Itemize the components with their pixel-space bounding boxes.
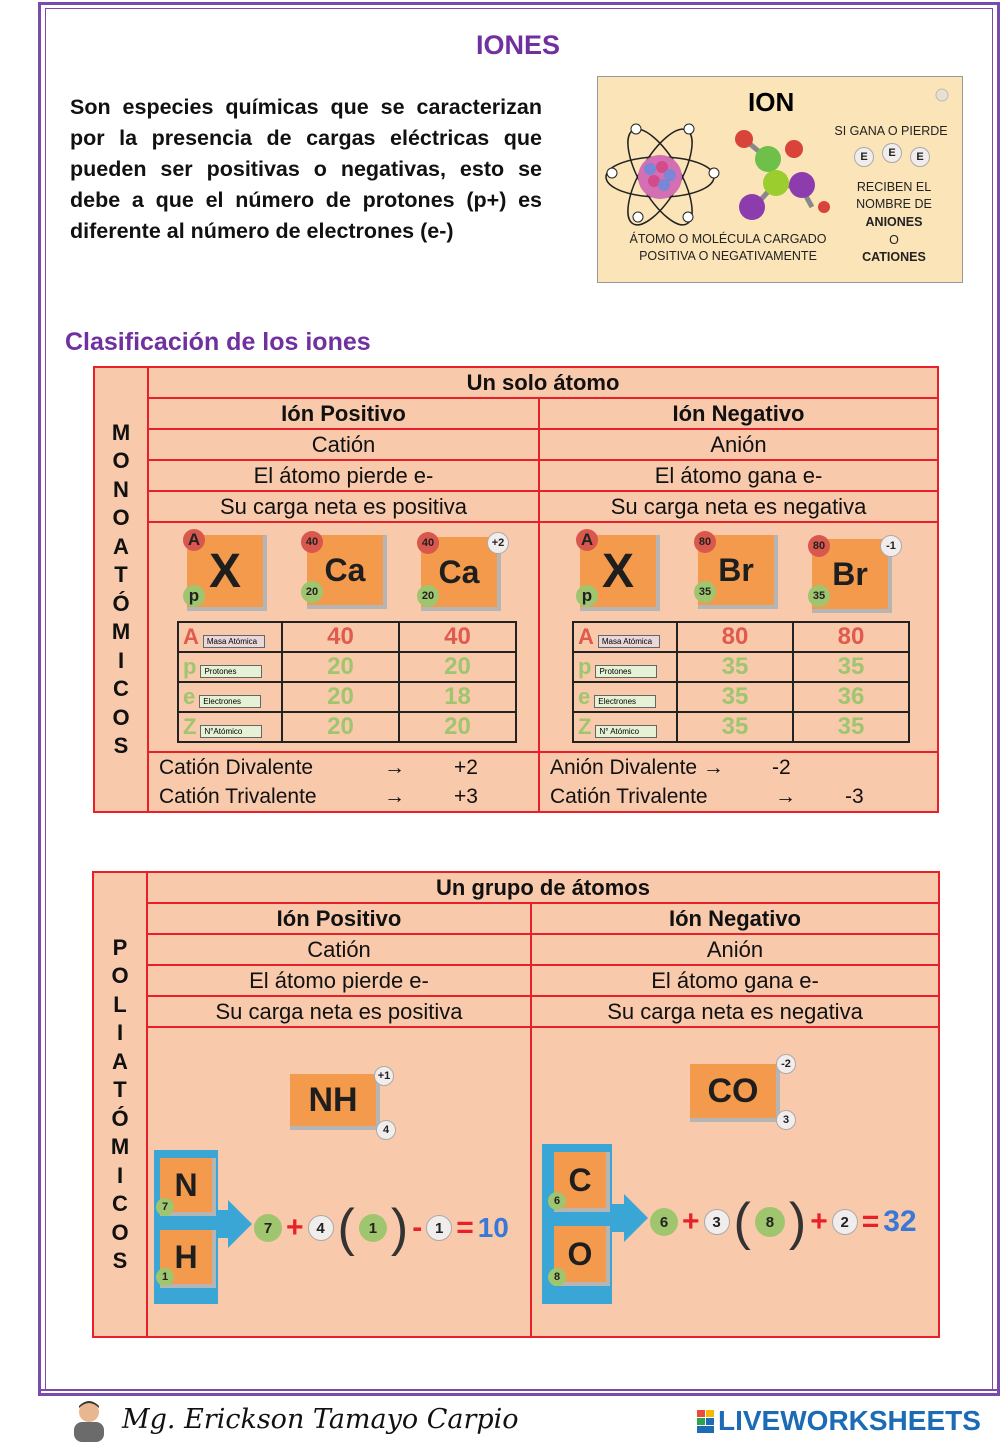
mass-number-marker: A — [183, 529, 205, 551]
side-letter: Ó — [111, 1105, 129, 1131]
note-label: Catión Trivalente — [550, 785, 708, 808]
mass-number-marker: A — [576, 529, 598, 551]
particle-value-neutral: 20 — [282, 652, 399, 682]
particle-row — [178, 652, 516, 682]
eq-term: 6 — [650, 1208, 678, 1236]
note-value: -3 — [845, 785, 864, 808]
side-letter: T — [113, 1077, 127, 1102]
plus-sign: + — [682, 1205, 700, 1238]
side-letter: O — [111, 963, 129, 988]
carbon-z-ball: 6 — [548, 1192, 566, 1210]
neg-ion-action: El átomo gana e- — [531, 965, 939, 996]
eq-term: 2 — [832, 1209, 858, 1235]
teacher-avatar-icon — [66, 1398, 112, 1442]
particle-value-neutral: 35 — [677, 712, 793, 742]
page-title: IONES — [475, 30, 561, 60]
pos-ion-name: Catión — [147, 934, 531, 965]
particle-row — [573, 712, 909, 742]
calcium-z-ball: 20 — [301, 581, 323, 603]
side-letter: L — [113, 991, 127, 1017]
particle-value-neutral: 40 — [282, 622, 399, 652]
ion-heading: ION — [748, 87, 795, 117]
nitrogen-box: N — [160, 1158, 216, 1216]
calcium-ion-z-ball: 20 — [417, 585, 439, 607]
pos-ion-action: El átomo pierde e- — [148, 460, 539, 491]
particle-value-neutral: 80 — [677, 622, 793, 652]
bromine-box: Br — [698, 535, 778, 609]
particle-label: Electrones — [199, 695, 261, 708]
bromine-ion-box: Br — [812, 539, 892, 613]
particle-label: Protones — [200, 665, 262, 678]
ion-caption: ÁTOMO O MOLÉCULA CARGADO POSITIVA O NEGATIVAMENTE — [629, 232, 827, 263]
pos-ion-charge: Su carga neta es positiva — [148, 491, 539, 522]
hydrogen-z-ball: 1 — [156, 1268, 174, 1286]
bracket-close-icon: ) — [788, 1193, 807, 1251]
neg-ion-name: Anión — [539, 429, 938, 460]
side-letter: C — [112, 1191, 128, 1216]
eq-term: 3 — [704, 1209, 730, 1235]
bromine-ion-mass-ball: 80 — [808, 535, 830, 557]
particle-value-neutral: 20 — [282, 712, 399, 742]
author-signature: Mg. Erickson Tamayo Carpio — [122, 1404, 519, 1435]
particle-value-ion: 20 — [399, 652, 516, 682]
particle-value-ion: 80 — [793, 622, 909, 652]
pos-ion-action: El átomo pierde e- — [147, 965, 531, 996]
arrow-icon: → — [384, 756, 405, 779]
electron-count-equation — [254, 1199, 509, 1257]
particle-row — [178, 622, 516, 652]
monoatomic-table — [93, 366, 939, 813]
neg-note-divalent — [550, 753, 937, 782]
side-letter: N — [113, 476, 129, 502]
particle-symbol: p — [578, 654, 592, 679]
particle-value-ion: 40 — [399, 622, 516, 652]
bracket-open-icon: ( — [337, 1199, 355, 1257]
side-letter: T — [114, 562, 128, 587]
side-letter: S — [113, 733, 129, 758]
pos-charge-notes — [148, 752, 539, 812]
particle-symbol: e — [578, 684, 591, 709]
particle-label: N° Atómico — [595, 725, 657, 738]
polyatomic-table — [92, 871, 940, 1338]
side-letter: A — [112, 1048, 128, 1074]
particle-symbol: e — [183, 684, 196, 709]
section-title: Clasificación de los iones — [65, 328, 371, 356]
electron-icon: E — [910, 147, 930, 167]
or-label: O — [889, 233, 899, 247]
nitrogen-z-ball: 7 — [156, 1198, 174, 1216]
ion-name-text: RECIBEN EL NOMBRE DE — [856, 180, 932, 211]
side-letter: Ó — [112, 590, 130, 616]
carbonate-example — [531, 1027, 939, 1337]
bromine-ion-charge-ball: -1 — [880, 535, 902, 557]
liveworksheets-logo-icon — [697, 1410, 715, 1434]
side-letter: C — [113, 676, 129, 701]
ion-illustration — [597, 76, 963, 283]
side-letter: A — [113, 533, 129, 559]
side-letter: P — [112, 934, 128, 960]
particle-value-ion: 35 — [793, 652, 909, 682]
particle-label-cell — [178, 682, 282, 712]
particle-value-neutral: 35 — [677, 682, 793, 712]
particle-label: Masa Atómica — [203, 635, 265, 648]
note-value: +2 — [454, 756, 478, 779]
carbonate-subscript-ball: 3 — [776, 1110, 796, 1130]
eq-term: 7 — [254, 1214, 282, 1242]
equals-sign: = — [861, 1205, 880, 1238]
particle-label-cell — [178, 652, 282, 682]
arrow-icon: → — [775, 785, 796, 808]
side-letter: O — [112, 704, 130, 730]
electron-icons — [854, 147, 930, 167]
pos-note-divalent — [159, 753, 538, 782]
particle-label-cell — [573, 682, 677, 712]
eq-term: 4 — [308, 1215, 334, 1241]
ammonium-charge-ball: +1 — [374, 1066, 394, 1086]
particle-label-cell — [178, 712, 282, 742]
ammonium-example — [147, 1027, 531, 1337]
footer-divider — [38, 1389, 1000, 1395]
particle-value-ion: 18 — [399, 682, 516, 712]
note-label: Catión Divalente — [159, 756, 314, 779]
neg-ion-action: El átomo gana e- — [539, 460, 938, 491]
minus-sign: - — [412, 1211, 423, 1244]
carbon-box: C — [554, 1152, 610, 1212]
proton-marker: p — [183, 585, 205, 607]
particle-label-cell — [573, 712, 677, 742]
pos-particles-table — [177, 621, 517, 743]
side-letter: O — [112, 448, 130, 473]
eq-term: 8 — [755, 1207, 785, 1237]
eq-result: 32 — [883, 1205, 917, 1238]
neg-particles-table — [572, 621, 910, 743]
neg-ion-name: Anión — [531, 934, 939, 965]
pos-ion-examples — [148, 522, 539, 752]
hydrogen-box: H — [160, 1230, 216, 1288]
calcium-ion-box: Ca — [421, 537, 501, 611]
cations-label: CATIONES — [862, 250, 926, 264]
plus-sign: + — [286, 1211, 304, 1244]
calcium-ion-mass-ball: 40 — [417, 532, 439, 554]
neg-ion-title: Ión Negativo — [531, 903, 939, 934]
monoatomic-side-label — [94, 367, 148, 812]
bracket-close-icon: ) — [390, 1199, 409, 1257]
eq-term: 1 — [359, 1214, 387, 1242]
pos-ion-name: Catión — [148, 429, 539, 460]
particle-symbol: A — [578, 624, 594, 649]
particle-value-ion: 36 — [793, 682, 909, 712]
side-letter: O — [111, 1219, 129, 1245]
particle-row — [573, 652, 909, 682]
eq-result: 10 — [477, 1212, 509, 1243]
particle-value-ion: 20 — [399, 712, 516, 742]
oxygen-box: O — [554, 1226, 610, 1286]
electron-count-equation — [650, 1193, 917, 1251]
bromine-z-ball: 35 — [694, 581, 716, 603]
particle-row — [178, 682, 516, 712]
note-value: +3 — [454, 785, 478, 808]
particle-symbol: p — [183, 654, 197, 679]
neg-charge-notes — [539, 752, 938, 812]
bracket-open-icon: ( — [733, 1193, 751, 1251]
electron-icon: E — [882, 143, 902, 163]
polyatomic-side-label — [93, 872, 147, 1337]
anions-label: ANIONES — [865, 215, 923, 229]
brand-name: LIVEWORKSHEETS — [718, 1405, 981, 1436]
particle-label: Protones — [595, 665, 657, 678]
note-label: Catión Trivalente — [159, 785, 317, 808]
neg-ion-charge: Su carga neta es negativa — [531, 996, 939, 1027]
neg-ion-title: Ión Negativo — [539, 398, 938, 429]
calcium-mass-ball: 40 — [301, 531, 323, 553]
neg-ion-charge: Su carga neta es negativa — [539, 491, 938, 522]
side-letter: I — [116, 1020, 124, 1045]
particle-label-cell — [573, 622, 677, 652]
side-letter: M — [110, 1134, 130, 1159]
calcium-box: Ca — [307, 535, 387, 609]
pos-ion-title: Ión Positivo — [147, 903, 531, 934]
side-letter: S — [112, 1248, 128, 1273]
side-letter: M — [111, 619, 131, 644]
bromine-ion-z-ball: 35 — [808, 585, 830, 607]
ion-gain-lose-text: SI GANA O PIERDE — [834, 124, 948, 138]
side-letter: I — [116, 1162, 124, 1188]
particle-label-cell — [573, 652, 677, 682]
particle-value-ion: 35 — [793, 712, 909, 742]
particle-label: Electrones — [594, 695, 656, 708]
side-letter: M — [111, 419, 131, 445]
pos-ion-charge: Su carga neta es positiva — [147, 996, 531, 1027]
particle-row — [573, 622, 909, 652]
carbonate-formula-box: CO — [690, 1064, 780, 1122]
eq-term: 1 — [426, 1215, 452, 1241]
particle-label: Masa Atómica — [598, 635, 660, 648]
note-label: Anión Divalente → — [550, 756, 724, 779]
particle-label: N°Atómico — [200, 725, 262, 738]
side-letter: I — [117, 647, 125, 673]
note-value: -2 — [772, 756, 791, 779]
ammonium-subscript-ball: 4 — [376, 1120, 396, 1140]
particle-symbol: A — [183, 624, 199, 649]
particle-symbol: Z — [578, 714, 592, 739]
generic-element-box: X — [580, 535, 660, 611]
particle-value-neutral: 20 — [282, 682, 399, 712]
proton-marker: p — [576, 585, 598, 607]
neg-ion-examples — [539, 522, 938, 752]
particle-row — [573, 682, 909, 712]
particle-label-cell — [178, 622, 282, 652]
oxygen-z-ball: 8 — [548, 1268, 566, 1286]
particle-symbol: Z — [183, 714, 197, 739]
plus-sign: + — [810, 1205, 828, 1238]
monoatomic-header: Un solo átomo — [148, 367, 938, 398]
arrow-right-icon — [214, 1200, 254, 1250]
particle-value-neutral: 35 — [677, 652, 793, 682]
pos-note-trivalent — [159, 782, 538, 811]
pos-ion-title: Ión Positivo — [148, 398, 539, 429]
particle-row — [178, 712, 516, 742]
ammonium-formula-box: NH — [290, 1074, 380, 1130]
equals-sign: = — [456, 1211, 474, 1244]
neg-note-trivalent — [550, 782, 937, 811]
arrow-right-icon — [610, 1194, 650, 1244]
polyatomic-header: Un grupo de átomos — [147, 872, 939, 903]
side-letter: O — [112, 505, 130, 530]
carbonate-charge-ball: -2 — [776, 1054, 796, 1074]
generic-element-box: X — [187, 535, 267, 611]
bromine-mass-ball: 80 — [694, 531, 716, 553]
intro-paragraph: Son especies químicas que se caracterizan por la presencia de cargas eléctricas que pueden ser positivas o negativas, esto se debe a que el número de protones (p+) es diferente al número de electrones (e-) — [70, 95, 542, 243]
arrow-icon: → — [384, 785, 405, 808]
electron-icon: E — [854, 147, 874, 167]
calcium-ion-charge-ball: +2 — [487, 532, 509, 554]
